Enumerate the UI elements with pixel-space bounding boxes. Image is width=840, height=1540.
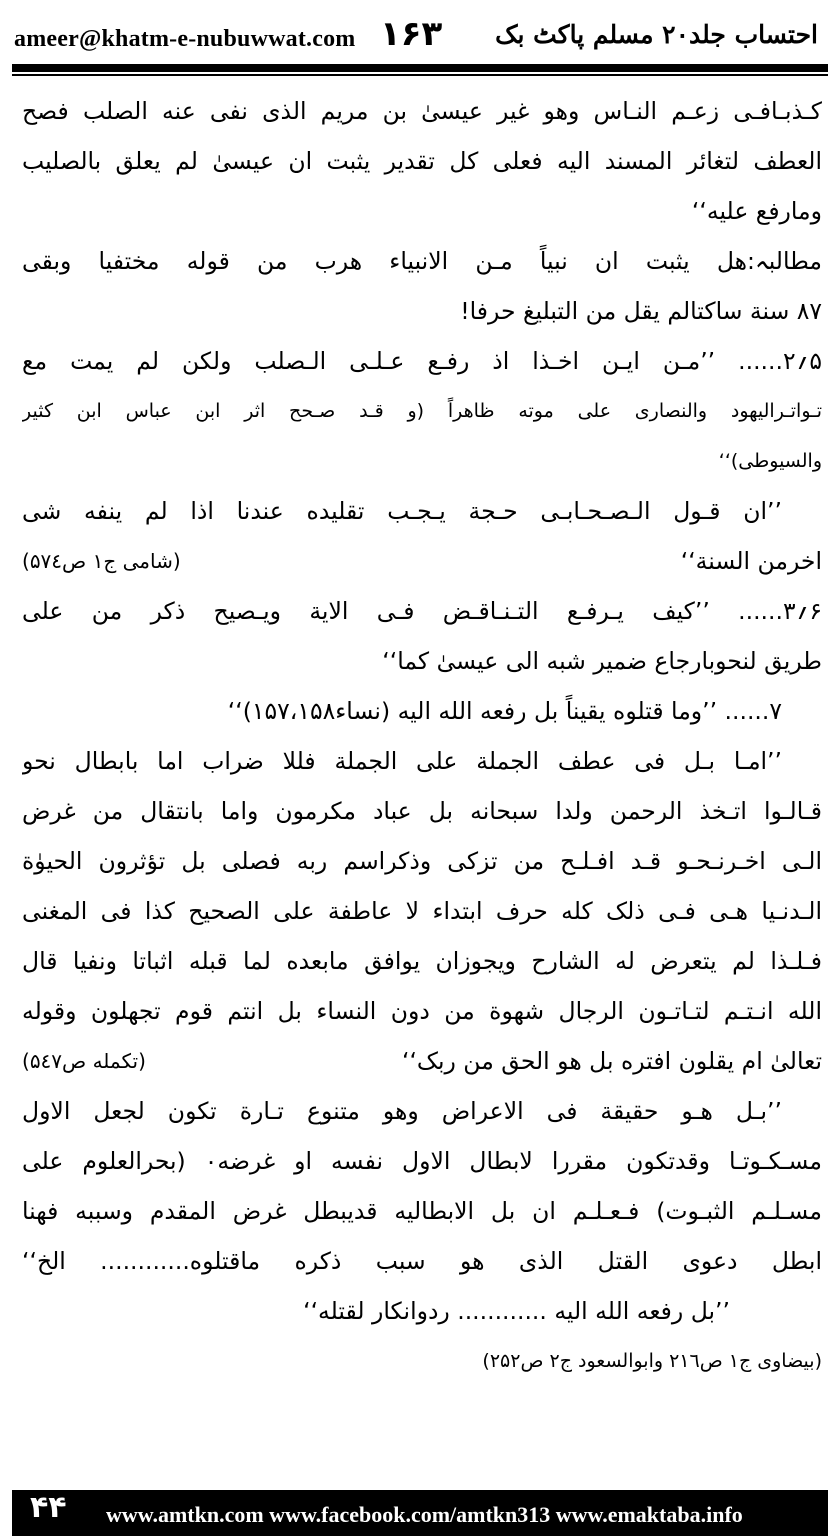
text-line: مسـکـوتـا وقدتکون مقررا لابطال الاول نفسه او غرضه۰ (بحرالعلوم علی	[22, 1147, 822, 1175]
text-line: ۵؍۲...... ’’مـن ایـن اخـذا اذ رفـع عـلـی الـصلب ولکن لم یمت مع	[22, 347, 822, 375]
text-line: ۸۷ سنة ساکتالم یقل من التبلیغ حرفا!	[460, 297, 822, 325]
footer-links: www.amtkn.com www.facebook.com/amtkn313 www.emaktaba.info	[106, 1502, 743, 1527]
text-line: فـلـذا لم یتعرض له الشارح ویجوزان یوافق مابعده لما قبله اثباتا ونفیا قال	[22, 947, 822, 975]
text-line: العطف لتغائر المسند الیه فعلی کل تقدیر یثبت ان عیسیٰ لم یعلق بالصلیب	[22, 147, 822, 175]
text-line: مسـلـم الثبـوت) فـعـلـم ان بل الابطالیه قدیبطل غرض المقدم وسببه فهنا	[22, 1197, 822, 1225]
page-body	[22, 86, 822, 1386]
text-line: تـواتـرالیهود والنصاری علی موته ظاهراً (و قـد صـحح اثر ابن عباس ابن کثیر	[22, 400, 822, 422]
page-header	[0, 0, 840, 64]
text-line: قـالـوا اتـخذ الرحمن ولدا سبحانه بل عباد مکرمون واما بانتقال من غرض	[22, 797, 822, 825]
text-line: ۷...... ’’وما قتلوه یقیناً بل رفعه الله الیه (نساء۱۵۷،۱۵۸)‘‘	[227, 697, 782, 725]
header-page-number: ۱۶۳	[380, 14, 443, 54]
text-line: ۶؍۳...... ’’کیف یـرفـع التـنـاقـض فـی الایة ویـصیح ذکر من علی	[22, 597, 822, 625]
header-rule-thick	[12, 64, 828, 72]
text-line: والسیوطی)‘‘	[718, 450, 822, 472]
text-line: ومارفع علیه‘‘	[691, 197, 822, 225]
page-footer	[0, 1480, 840, 1540]
footer-number: ۴۴	[30, 1490, 67, 1525]
header-email: ameer@khatm-e-nubuwwat.com	[14, 26, 356, 52]
text-line: ’’بـل هـو حقیقة فی الاعراض وهو متنوع تـارة تکون لجعل الاول	[22, 1097, 782, 1125]
text-line: ’’ان قـول الـصـحـابـی حـجة یـجـب تقلیده عندنا اذا لم ینفه شی	[22, 497, 782, 525]
text-line: مطالبہ:هل یثبت ان نبیاً مـن الانبیاء هرب من قوله مختفیا وبقی	[22, 247, 822, 275]
text-line: کـذبـافـی زعـم النـاس وهو غیر عیسیٰ بن مریم الذی نفی عنه الصلب فصح	[22, 97, 822, 125]
header-rule-thin	[12, 74, 828, 76]
text-line: (بیضاوی ج۱ ص۲۱٦ وابوالسعود ج۲ ص۲۵۲)	[482, 1350, 822, 1372]
text-line	[22, 1036, 822, 1086]
line-text: اخرمن السنة‘‘	[680, 547, 822, 575]
text-line: الـدنـیا هـی فـی ذلک کله حرف ابتداء لا عاطفة علی الصحیح کذا فی المغنی	[22, 897, 822, 925]
header-book-title: احتساب جلد۲۰ مسلم پاکٹ بک	[495, 20, 818, 49]
text-line	[22, 536, 822, 586]
footer-bar	[12, 1490, 828, 1536]
text-line: طریق لنحوبارجاع ضمیر شبه الی عیسیٰ کما‘‘	[382, 647, 822, 675]
line-text: تعالیٰ ام یقلون افتره بل هو الحق من ربک‘‘	[401, 1047, 822, 1075]
text-line: ابطل دعوی القتل الذی هو سبب ذکره ماقتلوه............ الخ‘‘	[22, 1247, 822, 1275]
text-line: الـی اخـرنـحـو قـد افـلـح من تزکی وذکراسم ربه فصلی بل تؤثرون الحیوٰة	[22, 847, 822, 875]
text-line: الله انـتـم لتـاتـون الرجال شهوة من دون النساء بل انتم قوم تجهلون وقوله	[22, 997, 822, 1025]
citation: (شامی ج۱ ص۵۷٤)	[22, 549, 181, 573]
citation: (تکمله ص۵٤۷)	[22, 1049, 146, 1073]
text-line: ’’بل رفعه الله الیه ............ ردوانکار لقتله‘‘	[303, 1297, 730, 1325]
text-line: ’’امـا بـل فی عطف الجملة علی الجملة فللا ضراب اما بابطال نحو	[22, 747, 782, 775]
